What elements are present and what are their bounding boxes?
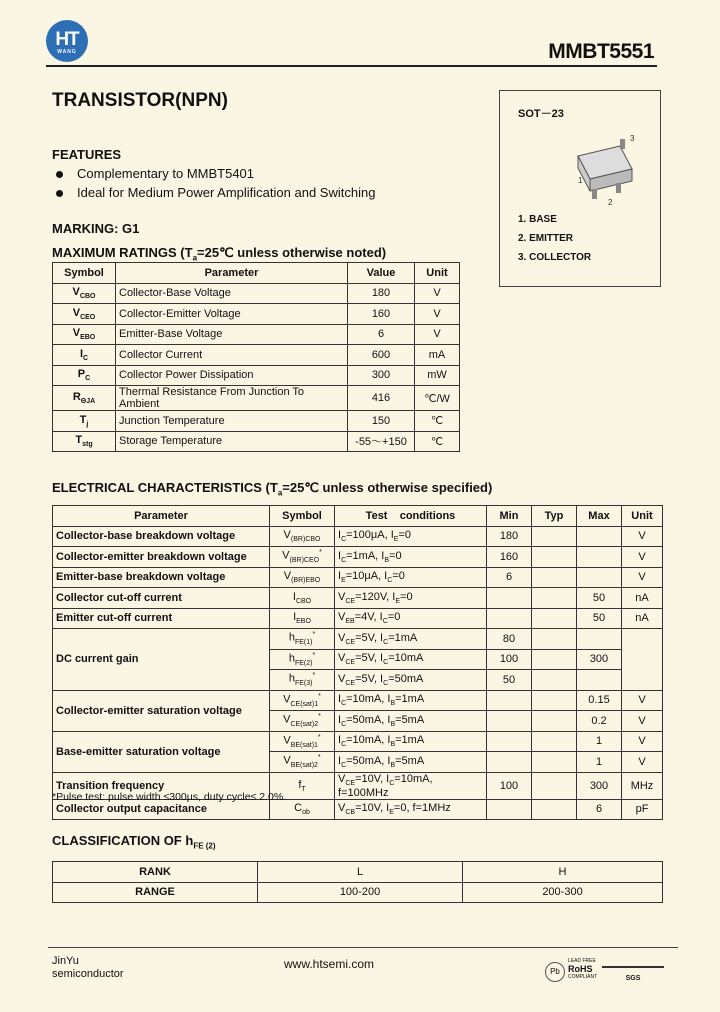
symbol-cell: $V_{EBO}$ bbox=[53, 324, 116, 345]
condition-cell: $I_C=1mA$, $I_B=0$ bbox=[335, 547, 487, 568]
condition-cell: $I_C=10mA$, $I_B=1mA$ bbox=[335, 690, 487, 711]
col-header: Symbol bbox=[53, 263, 116, 284]
table-row bbox=[53, 526, 663, 547]
electrical-table bbox=[52, 505, 663, 820]
pin-label-base: 1. BASE bbox=[518, 214, 557, 225]
typ-cell bbox=[532, 731, 577, 752]
col-header: Unit bbox=[415, 263, 460, 284]
parameter-cell: Base-emitter saturation voltage bbox=[53, 731, 270, 772]
value-cell: 416 bbox=[348, 386, 415, 411]
symbol-cell: $V_{CE(sat)1}^*$ bbox=[270, 690, 335, 711]
typ-cell bbox=[532, 772, 577, 799]
bullet-icon bbox=[56, 171, 63, 178]
parameter-cell: Emitter cut-off current bbox=[53, 608, 270, 629]
max-cell bbox=[577, 629, 622, 650]
typ-cell bbox=[532, 670, 577, 691]
unit-cell: V bbox=[622, 731, 663, 752]
symbol-cell: $h_{FE(1)}^*$ bbox=[270, 629, 335, 650]
footer-divider bbox=[48, 947, 678, 948]
max-ratings-heading: MAXIMUM RATINGS ($T_a=25℃$ unless otherwise noted) bbox=[52, 245, 387, 263]
unit-cell: nA bbox=[622, 608, 663, 629]
typ-cell bbox=[532, 526, 577, 547]
value-cell: 300 bbox=[348, 365, 415, 386]
table-row bbox=[53, 411, 460, 432]
unit-cell: V bbox=[415, 283, 460, 304]
max-ratings-table bbox=[52, 262, 460, 452]
min-cell: 50 bbox=[487, 670, 532, 691]
unit-cell: V bbox=[622, 711, 663, 732]
value-cell: 150 bbox=[348, 411, 415, 432]
sot23-package-icon bbox=[570, 131, 650, 206]
col-header: Unit bbox=[622, 506, 663, 527]
condition-cell: $V_{CE}=5V$, $I_C=10mA$ bbox=[335, 649, 487, 670]
table-row bbox=[53, 324, 460, 345]
unit-cell: mA bbox=[415, 345, 460, 366]
table-row bbox=[53, 547, 663, 568]
symbol-cell: $V_{CEO}$ bbox=[53, 304, 116, 325]
parameter-cell: Collector-emitter breakdown voltage bbox=[53, 547, 270, 568]
parameter-cell: Collector output capacitance bbox=[53, 799, 270, 820]
table-row bbox=[53, 365, 460, 386]
condition-cell: $I_C=50mA$, $I_B=5mA$ bbox=[335, 752, 487, 773]
symbol-cell: $I_{EBO}$ bbox=[270, 608, 335, 629]
condition-cell: $V_{CB}=10V$, $I_E=0$, f=1MHz bbox=[335, 799, 487, 820]
parameter-cell: Emitter-Base Voltage bbox=[116, 324, 348, 345]
unit-cell: V bbox=[415, 324, 460, 345]
company-name: JinYu semiconductor bbox=[52, 955, 124, 980]
min-cell: 160 bbox=[487, 547, 532, 568]
table-row bbox=[53, 304, 460, 325]
max-cell bbox=[577, 670, 622, 691]
typ-cell bbox=[532, 649, 577, 670]
symbol-cell: $T_j$ bbox=[53, 411, 116, 432]
parameter-cell: Collector Current bbox=[116, 345, 348, 366]
table-row bbox=[53, 882, 663, 903]
min-cell: 6 bbox=[487, 567, 532, 588]
max-cell: 0.15 bbox=[577, 690, 622, 711]
condition-cell: $V_{CE}=120V$, $I_E=0$ bbox=[335, 588, 487, 609]
table-row bbox=[53, 690, 663, 711]
table-row bbox=[53, 629, 663, 650]
min-cell bbox=[487, 588, 532, 609]
unit-cell: ℃/W bbox=[415, 386, 460, 411]
pin-label-emitter: 2. EMITTER bbox=[518, 233, 574, 244]
col-header: Typ bbox=[532, 506, 577, 527]
parameter-cell: Collector cut-off current bbox=[53, 588, 270, 609]
rohs-badge: LEAD FREE RoHS COMPLIANT bbox=[568, 958, 598, 980]
condition-cell: $I_C=100\mu A$, $I_E=0$ bbox=[335, 526, 487, 547]
symbol-cell: $V_{CBO}$ bbox=[53, 283, 116, 304]
max-cell: 300 bbox=[577, 649, 622, 670]
col-header: Symbol bbox=[270, 506, 335, 527]
typ-cell bbox=[532, 567, 577, 588]
max-cell bbox=[577, 567, 622, 588]
unit-cell: mW bbox=[415, 365, 460, 386]
condition-cell: $V_{EB}=4V$, $I_C=0$ bbox=[335, 608, 487, 629]
col-header: Parameter bbox=[116, 263, 348, 284]
min-cell: 80 bbox=[487, 629, 532, 650]
unit-cell: V bbox=[415, 304, 460, 325]
range-cell: 200-300 bbox=[463, 882, 663, 903]
package-name: SOT－23 bbox=[518, 108, 564, 120]
typ-cell bbox=[532, 629, 577, 650]
min-cell bbox=[487, 608, 532, 629]
pin-label-collector: 3. COLLECTOR bbox=[518, 252, 592, 263]
symbol-cell: $V_{(BR)CBO}$ bbox=[270, 526, 335, 547]
max-cell bbox=[577, 547, 622, 568]
symbol-cell: $V_{(BR)CEO}^*$ bbox=[270, 547, 335, 568]
feature-item: Complementary to MMBT5401 bbox=[56, 166, 254, 181]
part-number: MMBT5551 bbox=[548, 40, 654, 63]
parameter-cell: Junction Temperature bbox=[116, 411, 348, 432]
parameter-cell: Thermal Resistance From Junction To Ambient bbox=[116, 386, 348, 411]
table-row bbox=[53, 567, 663, 588]
pulse-test-note: *Pulse test: pulse width ≤300μs, duty cycle≤ 2.0%. bbox=[52, 791, 287, 803]
pb-free-icon: Pb bbox=[545, 962, 565, 982]
max-cell: 0.2 bbox=[577, 711, 622, 732]
unit-cell: V bbox=[622, 690, 663, 711]
table-row bbox=[53, 588, 663, 609]
rank-label: RANK bbox=[53, 862, 258, 883]
max-cell: 6 bbox=[577, 799, 622, 820]
typ-cell bbox=[532, 588, 577, 609]
table-row bbox=[53, 431, 460, 452]
electrical-heading: ELECTRICAL CHARACTERISTICS ($T_a=25℃$ unless otherwise specified) bbox=[52, 480, 493, 498]
min-cell bbox=[487, 690, 532, 711]
parameter-cell: DC current gain bbox=[53, 629, 270, 691]
parameter-cell: Collector-Emitter Voltage bbox=[116, 304, 348, 325]
condition-cell: $V_{CE}=10V$, $I_C=10mA$, f=100MHz bbox=[335, 772, 487, 799]
symbol-cell: $R_{\Theta JA}$ bbox=[53, 386, 116, 411]
table-row bbox=[53, 283, 460, 304]
col-header: Test conditions bbox=[335, 506, 487, 527]
sgs-badge: SGS bbox=[602, 958, 664, 982]
table-row bbox=[53, 862, 663, 883]
max-cell: 1 bbox=[577, 752, 622, 773]
parameter-cell: Collector-emitter saturation voltage bbox=[53, 690, 270, 731]
unit-cell: MHz bbox=[622, 772, 663, 799]
website-link[interactable]: www.htsemi.com bbox=[284, 957, 375, 971]
col-header: Min bbox=[487, 506, 532, 527]
header-divider bbox=[46, 65, 657, 67]
symbol-cell: $I_C$ bbox=[53, 345, 116, 366]
table-row bbox=[53, 608, 663, 629]
symbol-cell: $h_{FE(3)}^*$ bbox=[270, 670, 335, 691]
parameter-cell: Storage Temperature bbox=[116, 431, 348, 452]
symbol-cell: $h_{FE(2)}^*$ bbox=[270, 649, 335, 670]
max-cell bbox=[577, 526, 622, 547]
typ-cell bbox=[532, 799, 577, 820]
unit-cell bbox=[622, 629, 663, 691]
rank-cell: H bbox=[463, 862, 663, 883]
symbol-cell: $V_{BE(sat)1}^*$ bbox=[270, 731, 335, 752]
parameter-cell: Emitter-base breakdown voltage bbox=[53, 567, 270, 588]
classification-heading: CLASSIFICATION OF $h_{FE (2)}$ bbox=[52, 833, 216, 851]
package-box bbox=[499, 90, 661, 287]
table-header-row bbox=[53, 263, 460, 284]
parameter-cell: Transition frequency bbox=[53, 772, 270, 799]
condition-cell: $I_E=10\mu A$, $I_C=0$ bbox=[335, 567, 487, 588]
table-row bbox=[53, 345, 460, 366]
typ-cell bbox=[532, 608, 577, 629]
pin-number-3: 3 bbox=[630, 134, 635, 143]
table-row bbox=[53, 386, 460, 411]
pin-number-1: 1 bbox=[578, 176, 583, 185]
table-header-row bbox=[53, 506, 663, 527]
marking-code: MARKING: G1 bbox=[52, 221, 140, 236]
value-cell: 160 bbox=[348, 304, 415, 325]
company-logo bbox=[46, 20, 88, 62]
max-cell: 50 bbox=[577, 588, 622, 609]
table-row bbox=[53, 731, 663, 752]
typ-cell bbox=[532, 711, 577, 732]
value-cell: 600 bbox=[348, 345, 415, 366]
max-cell: 300 bbox=[577, 772, 622, 799]
typ-cell bbox=[532, 690, 577, 711]
min-cell bbox=[487, 731, 532, 752]
col-header: Max bbox=[577, 506, 622, 527]
unit-cell: V bbox=[622, 547, 663, 568]
col-header: Parameter bbox=[53, 506, 270, 527]
features-heading: FEATURES bbox=[52, 147, 122, 162]
min-cell bbox=[487, 752, 532, 773]
pin-number-2: 2 bbox=[608, 198, 613, 206]
symbol-cell: $T_{stg}$ bbox=[53, 431, 116, 452]
min-cell bbox=[487, 711, 532, 732]
range-cell: 100-200 bbox=[258, 882, 463, 903]
unit-cell: ℃ bbox=[415, 411, 460, 432]
typ-cell bbox=[532, 547, 577, 568]
condition-cell: $V_{CE}=5V$, $I_C=1mA$ bbox=[335, 629, 487, 650]
max-cell: 50 bbox=[577, 608, 622, 629]
condition-cell: $I_C=10mA$, $I_B=1mA$ bbox=[335, 731, 487, 752]
unit-cell: pF bbox=[622, 799, 663, 820]
classification-table bbox=[52, 861, 663, 903]
symbol-cell: $f_T$ bbox=[270, 772, 335, 799]
parameter-cell: Collector-base breakdown voltage bbox=[53, 526, 270, 547]
parameter-cell: Collector Power Dissipation bbox=[116, 365, 348, 386]
rank-cell: L bbox=[258, 862, 463, 883]
unit-cell: V bbox=[622, 752, 663, 773]
symbol-cell: $C_{ob}$ bbox=[270, 799, 335, 820]
min-cell: 180 bbox=[487, 526, 532, 547]
col-header: Value bbox=[348, 263, 415, 284]
unit-cell: ℃ bbox=[415, 431, 460, 452]
logo-subtext: WANG bbox=[57, 49, 77, 55]
min-cell: 100 bbox=[487, 772, 532, 799]
condition-cell: $V_{CE}=5V$, $I_C=50mA$ bbox=[335, 670, 487, 691]
page-title: TRANSISTOR(NPN) bbox=[52, 90, 228, 111]
symbol-cell: $V_{CE(sat)2}^*$ bbox=[270, 711, 335, 732]
unit-cell: V bbox=[622, 567, 663, 588]
symbol-cell: $V_{BE(sat)2}^*$ bbox=[270, 752, 335, 773]
symbol-cell: $V_{(BR)EBO}$ bbox=[270, 567, 335, 588]
symbol-cell: $P_C$ bbox=[53, 365, 116, 386]
max-cell: 1 bbox=[577, 731, 622, 752]
symbol-cell: $I_{CBO}$ bbox=[270, 588, 335, 609]
value-cell: 180 bbox=[348, 283, 415, 304]
value-cell: 6 bbox=[348, 324, 415, 345]
min-cell: 100 bbox=[487, 649, 532, 670]
value-cell: -55～+150 bbox=[348, 431, 415, 452]
parameter-cell: Collector-Base Voltage bbox=[116, 283, 348, 304]
unit-cell: nA bbox=[622, 588, 663, 609]
feature-item: Ideal for Medium Power Amplification and Switching bbox=[56, 185, 375, 200]
range-label: RANGE bbox=[53, 882, 258, 903]
condition-cell: $I_C=50mA$, $I_B=5mA$ bbox=[335, 711, 487, 732]
typ-cell bbox=[532, 752, 577, 773]
logo-text: HT bbox=[55, 29, 79, 50]
unit-cell: V bbox=[622, 526, 663, 547]
min-cell bbox=[487, 799, 532, 820]
bullet-icon bbox=[56, 190, 63, 197]
